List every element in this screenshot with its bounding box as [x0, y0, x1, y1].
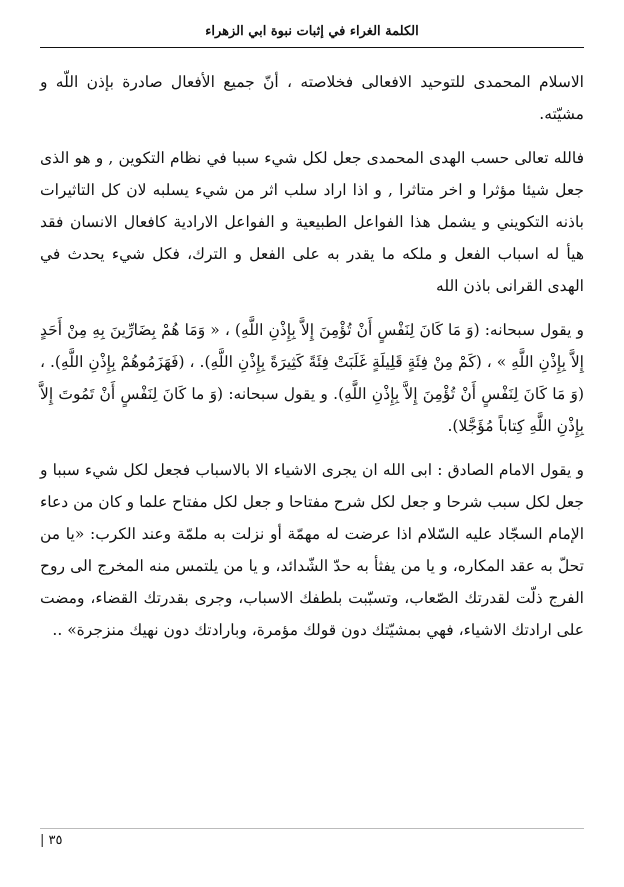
- paragraph-imam-sadiq: و يقول الامام الصادق : ابى الله ان يجرى الاشياء الا بالاسباب فجعل لكل شيء سببا و جعل لكل سبب شرحا و جعل لكل شرح مفتاحا و جعل لكل مفتاح علما و كان من دعاء الإمام السجّاد عليه السّلام اذا عرضت له مهمّة أو نزلت به ملمّة وعند الكرب: «يا من تحلّ به عقد المكاره، و يا من يفثأ به حدّ الشّدائد، و يا من يلتمس منه المخرج الى روح الفرج ذلّت لقدرتك الصّعاب، وتسبّبت بلطفك الاسباب، وجرى بقدرتك القضاء، ومضت على ارادتك الاشياء، فهي بمشيّتك دون قولك مؤمرة، وبارادتك دون نهيك منزجرة» ..: [40, 461, 584, 639]
- paragraph-tawhid-afali: الاسلام المحمدى للتوحيد الافعالى فخلاصته ، أنّ جميع الأفعال صادرة بإذن اللّه و مشيّته.: [40, 73, 584, 123]
- page-number: ٣٥ |: [40, 833, 63, 848]
- footer-divider: [40, 828, 584, 829]
- paragraph-causality: فالله تعالى حسب الهدى المحمدى جعل لكل شيء سببا في نظام التكوين , و هو الذى جعل شيئا مؤثرا و اخر متاثرا , و اذا اراد سلب اثر من شيء يسلبه لان كل التاثيرات باذنه التكويني و يشمل هذا الفواعل الطبيعية و الفواعل الارادية كافعال الانسان فقد هيأ له اسباب الفعل و ملكه ما يقدر به على الفعل و الترك، فكل شيء يحدث في الهدى القرانى باذن الله: [40, 149, 584, 295]
- header-divider: [40, 47, 584, 48]
- body-text: [40, 66, 584, 646]
- running-header-title: الكلمة الغراء في إثبات نبوة ابي الزهراء: [205, 24, 419, 39]
- paragraph-quran-verses: و يقول سبحانه: (وَ مَا كَانَ لِنَفْسٍ أَنْ تُؤْمِنَ إِلاَّ بِإِذْنِ اللَّهِ) ، « وَمَا هُمْ بِضَارِّينَ بِهِ مِنْ أَحَدٍ إِلاَّ بِإِذْنِ اللَّهِ » ، (كَمْ مِنْ فِئَةٍ قَلِيلَةٍ غَلَبَتْ فِئَةً كَثِيرَةً بِإِذْنِ اللَّهِ). ، (فَهَزَمُوهُمْ بِإِذْنِ اللَّهِ). ، (وَ مَا كَانَ لِنَفْسٍ أَنْ تُؤْمِنَ إِلاَّ بِإِذْنِ اللَّهِ). و يقول سبحانه: (وَ ما كَانَ لِنَفْسٍ أَنْ تَمُوتَ إِلاَّ بِإِذْنِ اللَّهِ كِتاباً مُؤَجَّلا).: [40, 321, 584, 435]
